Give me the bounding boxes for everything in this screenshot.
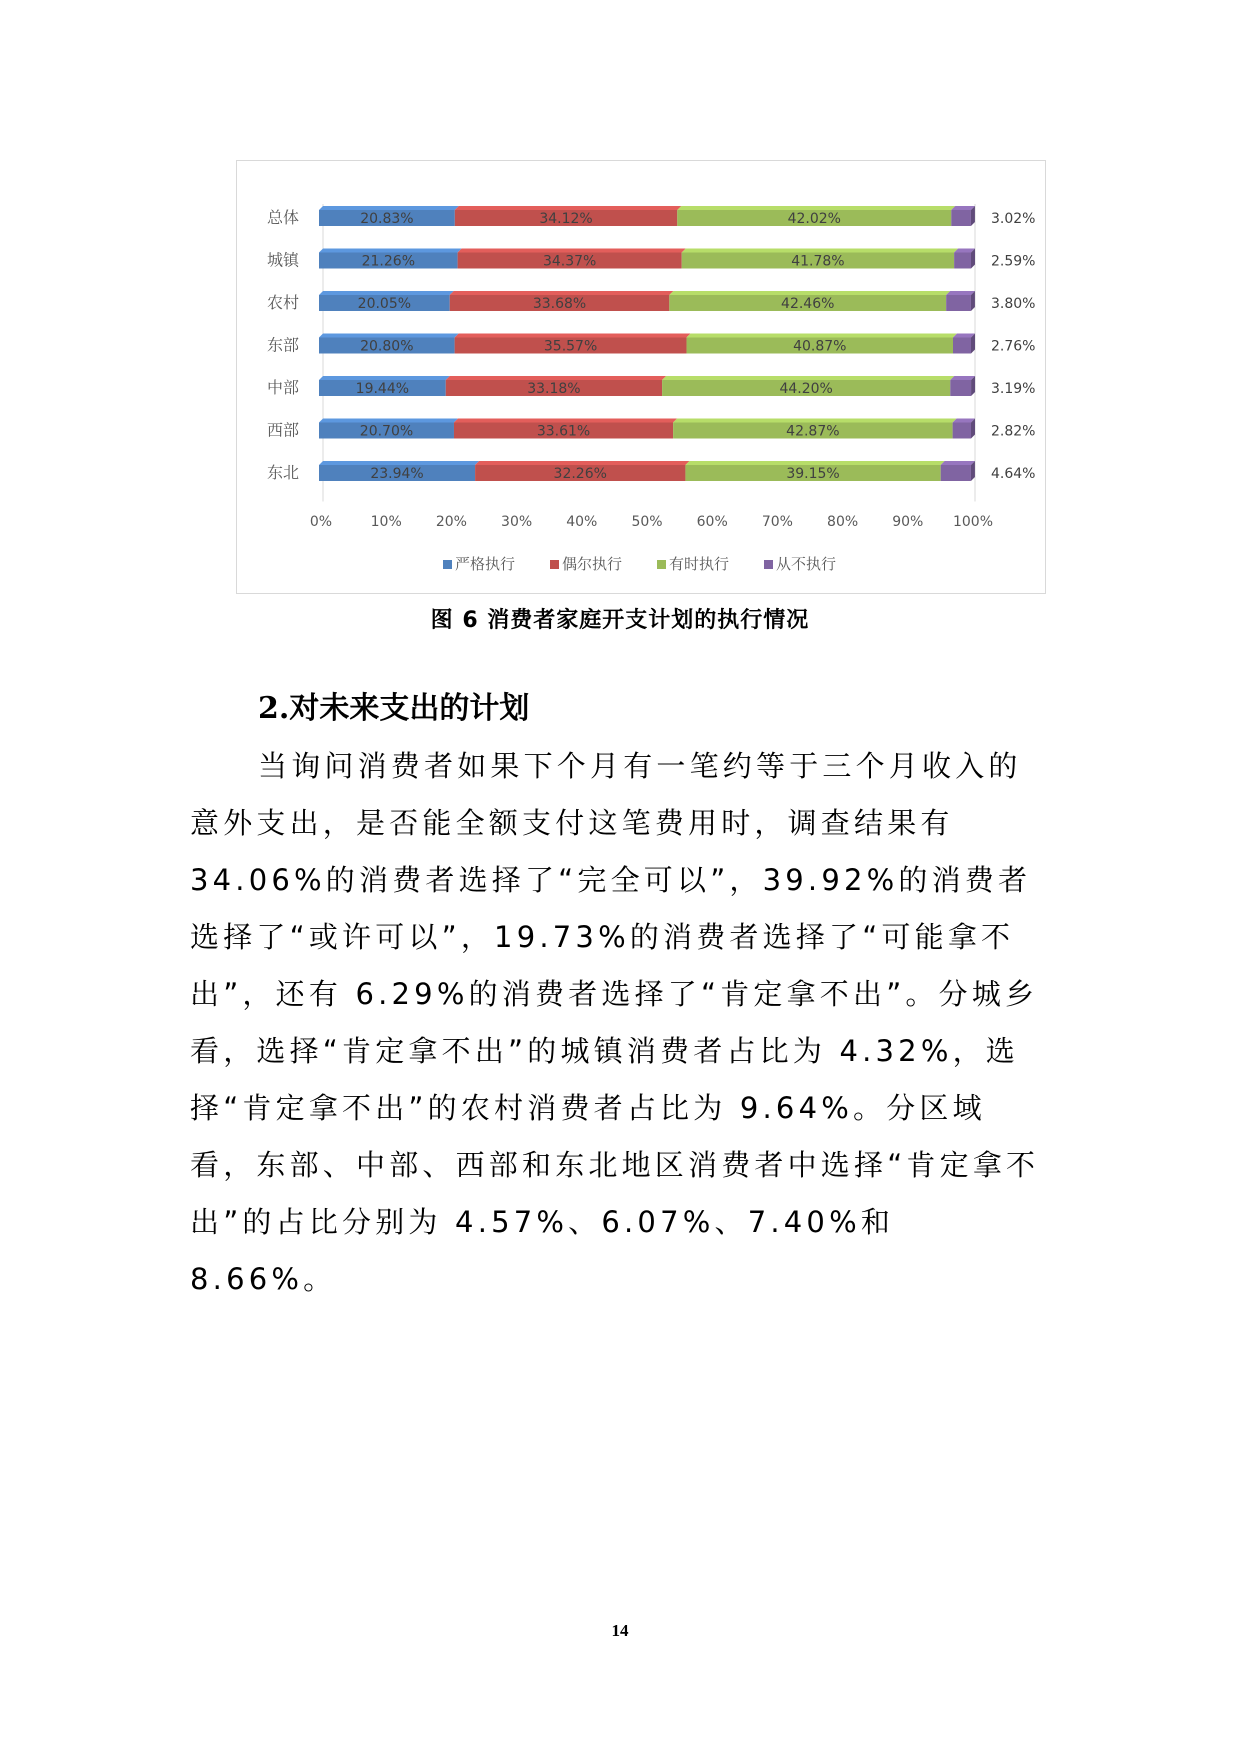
bar-segment-top — [319, 461, 479, 465]
bar-segment-top — [662, 376, 954, 380]
bar-segment — [954, 253, 971, 269]
bar-segment-top — [454, 419, 677, 423]
x-tick-label: 30% — [501, 514, 533, 530]
bar-segment-top — [669, 291, 950, 295]
data-label: 33.68% — [532, 296, 587, 312]
x-tick-label: 90% — [892, 514, 924, 530]
data-label: 20.05% — [357, 296, 412, 312]
data-label: 44.20% — [779, 381, 833, 397]
bar-segment — [950, 380, 971, 396]
bar-segment-top — [682, 249, 958, 253]
data-label: 41.78% — [791, 253, 845, 270]
category-label: 农村 — [266, 293, 299, 312]
bar-segment-top — [319, 291, 454, 295]
data-label: 2.82% — [991, 423, 1036, 440]
bar-segment-top — [475, 461, 689, 465]
x-tick-label: 60% — [696, 514, 728, 530]
legend-label: 严格执行 — [455, 555, 516, 573]
bar-segment-top — [685, 461, 944, 465]
bar-segment-top — [687, 334, 957, 338]
data-label: 2.59% — [991, 253, 1036, 270]
data-label: 3.19% — [991, 381, 1036, 397]
data-label: 3.80% — [991, 296, 1036, 312]
x-tick-label: 0% — [309, 514, 333, 530]
bar-segment-top — [458, 249, 686, 253]
bar-segment — [951, 210, 971, 226]
bar-segment-top — [950, 376, 975, 380]
data-label: 39.15% — [786, 466, 840, 482]
bar-segment-top — [455, 334, 691, 338]
bar-segment-top — [319, 376, 450, 380]
legend-swatch — [657, 560, 666, 569]
x-tick-label: 70% — [761, 514, 793, 530]
legend-swatch — [764, 560, 773, 569]
data-label: 32.26% — [553, 466, 607, 482]
category-label: 东部 — [266, 335, 299, 355]
data-label: 23.94% — [370, 466, 424, 482]
bar-segment — [953, 338, 971, 354]
bar-segment-top — [951, 206, 975, 210]
data-label: 3.02% — [991, 211, 1036, 227]
body-text — [190, 738, 1050, 1308]
legend-label: 偶尔执行 — [562, 555, 623, 573]
data-label: 42.46% — [781, 296, 835, 312]
bar-segment-top — [455, 206, 681, 210]
data-label: 34.37% — [542, 253, 597, 270]
x-tick-label: 50% — [631, 514, 663, 530]
legend-swatch — [550, 560, 559, 569]
data-label: 20.70% — [359, 423, 414, 440]
body-paragraph: 当询问消费者如果下个月有一笔约等于三个月收入的意外支出，是否能全额支付这笔费用时，调查结果有 34.06%的消费者选择了“完全可以”，39.92%的消费者选择了“或许可以”，19.73%的消费者选择了“可能拿不出”，还有 6.29%的消费者选择了“肯定拿不出”。分城乡看，选择“肯定拿不出”的城镇消费者占比为 4.32%，选择“肯定拿不出”的农村消费者占比为 9.64%。分区域看，东部、中部、西部和东北地区消费者中选择“肯定拿不出”的占比分别为 4.57%、6.07%、7.40%和 8.66%。 — [190, 749, 1040, 1296]
data-label: 21.26% — [361, 253, 416, 270]
bar-segment-top — [319, 419, 458, 423]
legend-label: 有时执行 — [669, 555, 730, 573]
stacked-bar-chart — [237, 161, 1045, 593]
data-label: 34.12% — [539, 211, 593, 227]
data-label: 40.87% — [793, 338, 847, 355]
data-label: 4.64% — [991, 466, 1036, 482]
page-number: 14 — [611, 1621, 629, 1640]
data-label: 33.61% — [536, 423, 591, 440]
data-label: 42.02% — [787, 211, 841, 227]
legend-swatch — [443, 560, 452, 569]
bar-segment-top — [319, 249, 462, 253]
bar-segment — [953, 423, 971, 439]
figure-caption: 图 6 消费者家庭开支计划的执行情况 — [430, 608, 810, 633]
bar-segment-top — [319, 334, 459, 338]
bar-segment-top — [677, 206, 955, 210]
data-label: 19.44% — [355, 381, 410, 397]
bar-segment-top — [450, 291, 674, 295]
x-tick-label: 10% — [370, 514, 402, 530]
x-tick-label: 80% — [827, 514, 859, 530]
x-tick-label: 100% — [952, 514, 994, 530]
bar-segment-top — [446, 376, 666, 380]
bar-segment-top — [941, 461, 975, 465]
chart-frame — [236, 160, 1046, 594]
x-tick-label: 40% — [566, 514, 598, 530]
data-label: 20.83% — [360, 211, 414, 227]
category-label: 中部 — [266, 378, 299, 397]
category-label: 西部 — [266, 420, 299, 440]
bar-segment — [946, 295, 971, 311]
section-heading: 2.对未来支出的计划 — [258, 691, 530, 726]
data-label: 35.57% — [543, 338, 598, 355]
category-label: 城镇 — [266, 250, 299, 270]
category-label: 东北 — [266, 463, 299, 482]
bar-segment-top — [946, 291, 975, 295]
category-label: 总体 — [266, 208, 299, 227]
legend-label: 从不执行 — [776, 555, 837, 573]
bar-segment-top — [673, 419, 957, 423]
bar-segment — [941, 465, 971, 481]
data-label: 2.76% — [991, 338, 1036, 355]
bar-segment-top — [319, 206, 459, 210]
data-label: 20.80% — [360, 338, 414, 355]
x-tick-label: 20% — [435, 514, 467, 530]
data-label: 33.18% — [527, 381, 581, 397]
data-label: 42.87% — [786, 423, 840, 440]
